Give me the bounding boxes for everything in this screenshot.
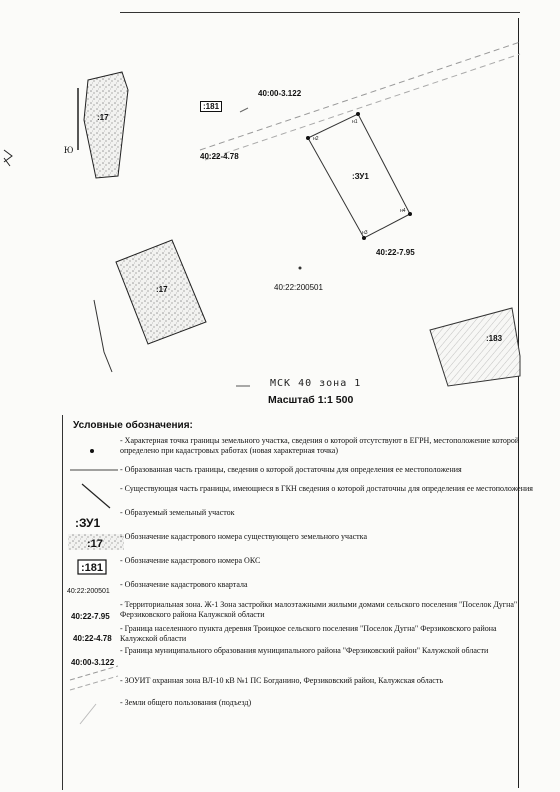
crs-label: МСК 40 зона 1 (270, 378, 362, 389)
north-label: Ю (64, 145, 74, 155)
legend-item-new-point: - Характерная точка границы земельного участка, сведения о которой отсутствуют в ЕГРН, местоположение которой определено при кадастровых работах (новая характерная точка) (120, 436, 520, 455)
legend-zu1-symbol: :ЗУ1 (75, 516, 101, 530)
legend-item-new-parcel: :ЗУ1 - Образуемый земельный участок (75, 508, 235, 530)
zu1-map-label: :ЗУ1 (352, 172, 369, 181)
legend-item-common-land: - Земли общего пользования (подъезд) (120, 698, 252, 707)
map-tick-2 (240, 108, 248, 112)
point-n3 (362, 236, 366, 240)
parcel-183 (430, 308, 520, 386)
zone-795-label: 40:22-7.95 (376, 248, 415, 257)
point-n4 (408, 212, 412, 216)
legend-item-parcel-number: :17 - Обозначение кадастрового номера существующего земельного участка (87, 532, 367, 550)
quarter-mid-label: 40:22:200501 (274, 283, 323, 292)
legend-zone-symbol: 40:22-7.95 (71, 612, 110, 621)
legend-item-quarter: 40:22:200501 - Обозначение кадастрового квартала (67, 580, 248, 595)
point-n2-label: н2 (313, 136, 319, 142)
boundary-top-label: 40:22-4.78 (200, 152, 239, 161)
parcel-17-mid-label: :17 (156, 285, 168, 294)
quarter-top-label: 40:00-3.122 (258, 89, 302, 98)
legend-item-existing-boundary: - Существующая часть границы, имеющиеся в ГКН сведения о которой достаточны для определения ее местоположения (120, 484, 533, 493)
legend-item-oks-number: :181 - Обозначение кадастрового номера ОКС (81, 556, 261, 574)
legend-17-symbol: :17 (87, 538, 103, 550)
parcel-17-top (84, 72, 128, 178)
zouit-line-1 (200, 42, 520, 150)
point-n2 (306, 136, 310, 140)
point-n4-label: н4 (400, 208, 406, 214)
point-n3-label: н3 (362, 230, 368, 236)
legend-item-zone: 40:22-7.95 - Территориальная зона. Ж-1 Зона застройки малоэтажными жилыми домами сельского поселения "Поселок Дугна" Ферзиковского района Калужской области (71, 600, 518, 621)
scale-label: Масштаб 1:1 500 (268, 394, 354, 406)
boundary-strip (94, 300, 112, 372)
map-dot (299, 267, 302, 270)
margin-mark (4, 150, 12, 166)
legend-item-settlement: 40:22-4.78 - Граница населенного пункта деревня Троицкое сельского поселения "Поселок Дугна" Ферзиковского района Калужской области (73, 624, 497, 643)
point-n1 (356, 112, 360, 116)
legend-181-symbol: :181 (81, 562, 104, 574)
point-n1-label: н1 (352, 119, 358, 125)
legend-settlement-symbol: 40:22-4.78 (73, 634, 112, 643)
legend-item-new-boundary: - Образованная часть границы, сведения о которой достаточны для определения ее местоположения (120, 465, 462, 474)
legend-item-zouit: - ЗОУИТ охранная зона ВЛ-10 кВ №1 ПС Богданино, Ферзиковский район, Калужская область (120, 676, 443, 685)
legend-title: Условные обозначения: (73, 420, 193, 431)
parcel-183-label: :183 (486, 334, 503, 343)
legend-municipal-symbol: 40:00-3.122 (71, 658, 115, 667)
zouit-line-2 (205, 54, 520, 160)
parcel-17-top-label: :17 (97, 113, 109, 122)
oks-181-label: :181 (200, 101, 222, 112)
legend-quarter-symbol: 40:22:200501 (67, 588, 110, 595)
legend-item-municipal: 40:00-3.122 - Граница муниципального образования муниципального района "Ферзиковский район" Калужской области (71, 646, 489, 667)
